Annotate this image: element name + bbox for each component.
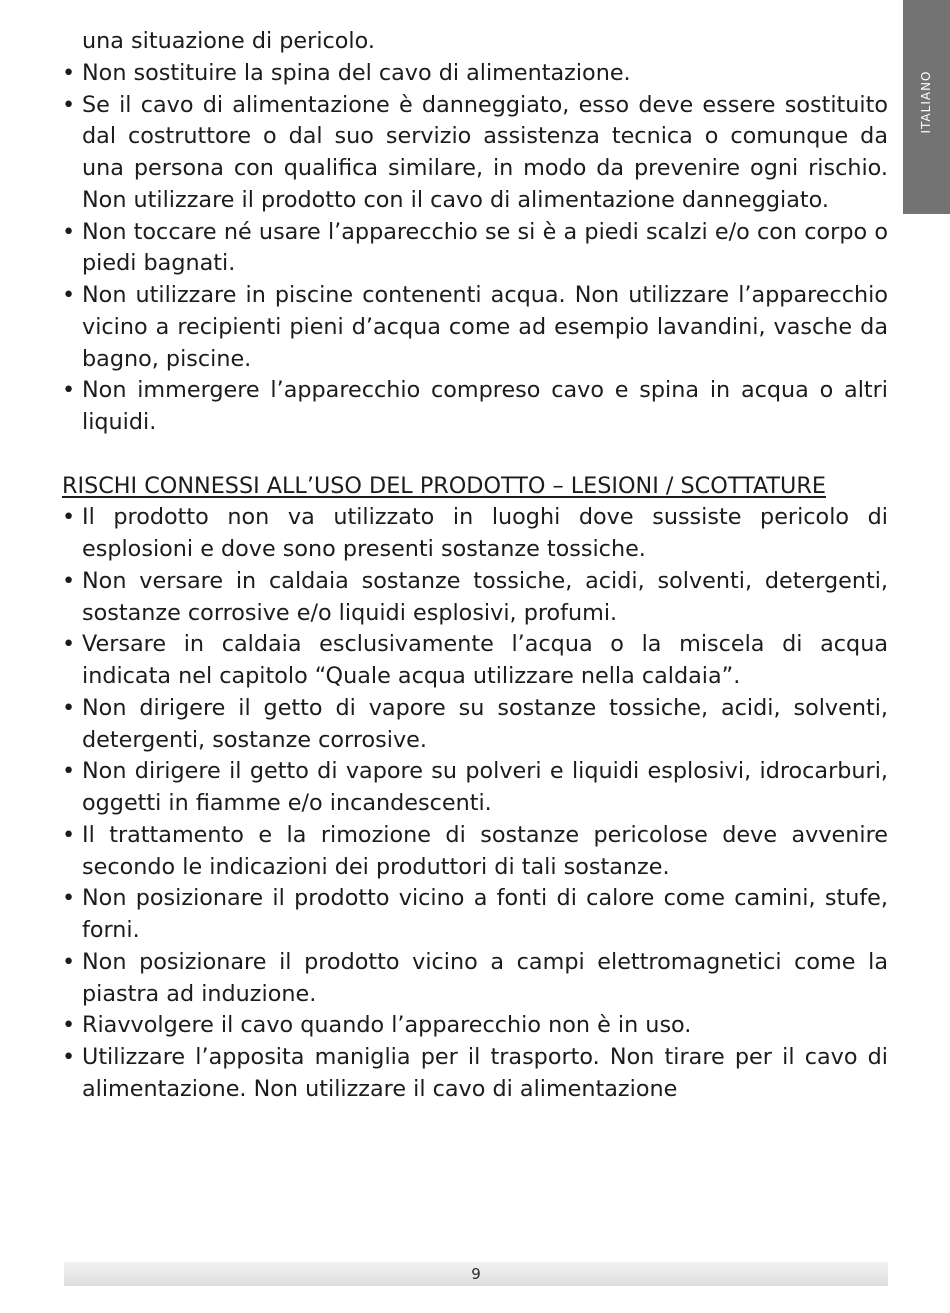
safety-list-injuries (62, 502, 888, 1105)
section-heading: RISCHI CONNESSI ALL’USO DEL PRODOTTO – LESIONI / SCOTTATURE (62, 472, 826, 499)
list-item: • Utilizzare l’apposita maniglia per il trasporto. Non tirare per il cavo di alimentazione. Non utilizzare il cavo di alimentazione (62, 1042, 888, 1106)
list-item: • Riavvolgere il cavo quando l’apparecchio non è in uso. (62, 1010, 888, 1042)
list-item: • Se il cavo di alimentazione è danneggiato, esso deve essere sostituito dal costruttore o dal suo servizio assistenza tecnica o comunque da una persona con qualifica similare, in modo da prevenire ogni rischio. Non utilizzare il prodotto con il cavo di alimentazione danneggiato. (62, 90, 888, 217)
page-body (62, 26, 888, 1106)
page-footer (64, 1262, 888, 1286)
list-item: • Non utilizzare in piscine contenenti acqua. Non utilizzare l’apparecchio vicino a recipienti pieni d’acqua come ad esempio lavandini, vasche da bagno, piscine. (62, 280, 888, 375)
list-item: • Non posizionare il prodotto vicino a campi elettromagnetici come la piastra ad induzione. (62, 947, 888, 1011)
list-item: • Non posizionare il prodotto vicino a fonti di calore come camini, stufe, forni. (62, 883, 888, 947)
page-number: 9 (471, 1265, 481, 1283)
list-item: • Non toccare né usare l’apparecchio se si è a piedi scalzi e/o con corpo o piedi bagnati. (62, 217, 888, 281)
section-spacer (62, 439, 888, 471)
list-item: • Il prodotto non va utilizzato in luoghi dove sussiste pericolo di esplosioni e dove sono presenti sostanze tossiche. (62, 502, 888, 566)
list-item: • Non dirigere il getto di vapore su sostanze tossiche, acidi, solventi, detergenti, sostanze corrosive. (62, 693, 888, 757)
list-item: • Non immergere l’apparecchio compreso cavo e spina in acqua o altri liquidi. (62, 375, 888, 439)
safety-list-electrical (62, 58, 888, 439)
list-item: • Non dirigere il getto di vapore su polveri e liquidi esplosivi, idrocarburi, oggetti in fiamme e/o incandescenti. (62, 756, 888, 820)
list-item: • Non versare in caldaia sostanze tossiche, acidi, solventi, detergenti, sostanze corrosive e/o liquidi esplosivi, profumi. (62, 566, 888, 630)
continuation-text: una situazione di pericolo. (82, 28, 375, 54)
language-tab-label: ITALIANO (919, 70, 933, 134)
list-item: • Il trattamento e la rimozione di sostanze pericolose deve avvenire secondo le indicazioni dei produttori di tali sostanze. (62, 820, 888, 884)
list-item: • Non sostituire la spina del cavo di alimentazione. (62, 58, 888, 90)
list-item: • Versare in caldaia esclusivamente l’acqua o la miscela di acqua indicata nel capitolo “Quale acqua utilizzare nella caldaia”. (62, 629, 888, 693)
